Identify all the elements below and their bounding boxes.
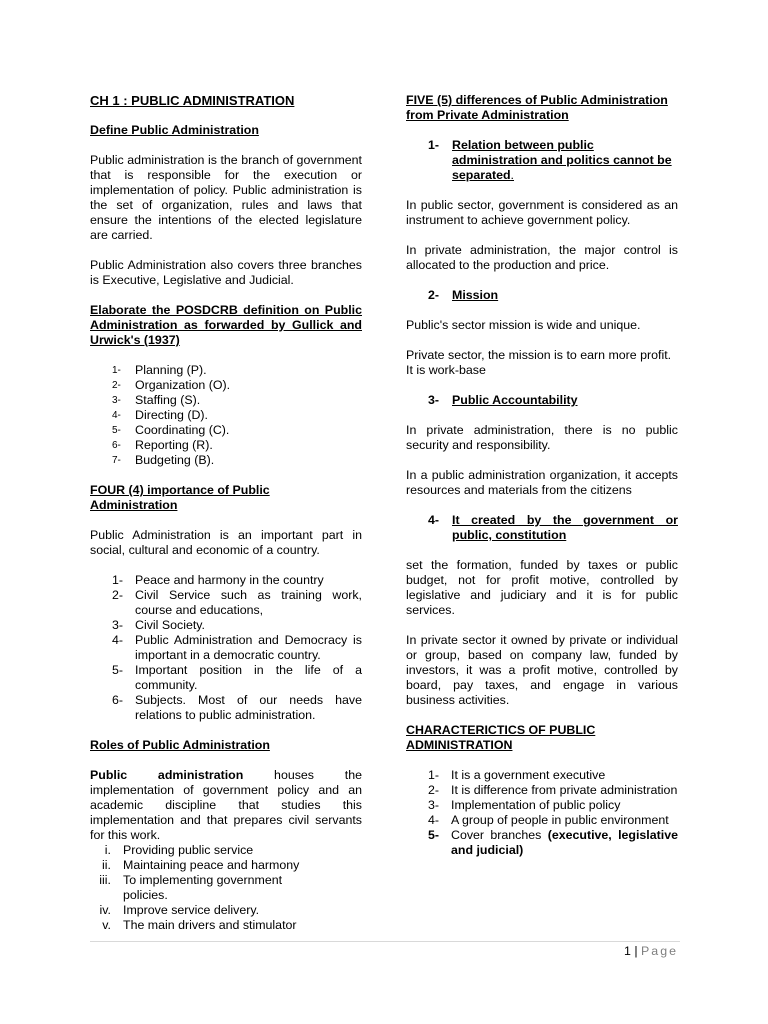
list-item: 4- Directing (D). [112, 408, 208, 422]
difference-1-heading: 1- Relation between public administration and politics cannot be separated. [428, 138, 672, 182]
list-item: 2- It is difference from private administration [428, 783, 678, 797]
difference-1-paragraph-1: In public sector, government is considered as an instrument to achieve government policy. [406, 198, 678, 227]
list-item: 4- Public Administration and Democracy is important in a democratic country. [112, 633, 362, 662]
importance-list [90, 573, 362, 723]
list-item: 1- Planning (P). [112, 363, 207, 377]
page-separator: | [634, 944, 638, 958]
list-item: 1- It is a government executive [428, 768, 606, 782]
footer-divider [90, 941, 680, 942]
difference-3-heading: 3- Public Accountability [428, 393, 578, 407]
define-heading: Define Public Administration [90, 123, 259, 137]
importance-paragraph: Public Administration is an important part in social, cultural and economic of a country. [90, 528, 362, 557]
list-item: 5- Coordinating (C). [112, 423, 230, 437]
posdcrb-list [90, 363, 362, 468]
difference-3-paragraph-2: In a public administration organization, it accepts resources and materials from the citizens [406, 468, 678, 497]
list-item: 3- Implementation of public policy [428, 798, 621, 812]
difference-2-paragraph-1: Public's sector mission is wide and unique. [406, 318, 641, 332]
left-column [90, 93, 362, 933]
difference-1-paragraph-2: In private administration, the major control is allocated to the production and price. [406, 243, 678, 272]
list-item: 1- Peace and harmony in the country [112, 573, 324, 587]
list-item: 7- Budgeting (B). [112, 453, 215, 467]
right-column [406, 93, 678, 858]
difference-2-paragraph-2: Private sector, the mission is to earn more profit. It is work-base [406, 348, 672, 377]
page-number: 1 [624, 944, 631, 958]
list-item: 3- Staffing (S). [112, 393, 201, 407]
list-item: 6- Reporting (R). [112, 438, 213, 452]
difference-4-heading: 4- It created by the government or public, constitution [428, 513, 678, 542]
list-item: iii. To implementing government policies. [99, 873, 283, 902]
define-paragraph-1: Public administration is the branch of government that is responsible for the execution or implementation of policy. Public administration is the set of organization, rules and laws that ensure the intentions of the elected legislature are carried. [90, 153, 362, 242]
posdcrb-heading: Elaborate the POSDCRB definition on Public Administration as forwarded by Gullick and Urwick's (1937) [90, 303, 362, 347]
characteristics-heading: CHARACTERICTICS OF PUBLIC ADMINISTRATION [406, 723, 596, 752]
list-item: 3- Civil Society. [112, 618, 205, 632]
roles-heading: Roles of Public Administration [90, 738, 270, 752]
list-item: 5- Important position in the life of a community. [112, 663, 362, 692]
list-item: 4- A group of people in public environment [428, 813, 669, 827]
list-item: 5- Cover branches (executive, legislative and judicial) [428, 828, 678, 857]
define-paragraph-2: Public Administration also covers three branches is Executive, Legislative and Judicial. [90, 258, 362, 287]
difference-4-paragraph-2: In private sector it owned by private or individual or group, based on company law, funded by investors, it was a profit motive, controlled by board, pay taxes, and engage in various business activities. [406, 633, 678, 707]
roles-list [90, 843, 330, 933]
page-word: Page [641, 944, 678, 958]
list-item: 6- Subjects. Most of our needs have relations to public administration. [112, 693, 362, 722]
page-footer [624, 944, 678, 959]
difference-2-heading: 2- Mission [428, 288, 499, 302]
difference-4-paragraph-1: set the formation, funded by taxes or public budget, not for profit motive, controlled by legislative and judiciary and it is for public services. [406, 558, 678, 617]
list-item: iv. Improve service delivery. [99, 903, 260, 917]
characteristics-list [406, 768, 678, 858]
differences-heading: FIVE (5) differences of Public Administration from Private Administration [406, 93, 668, 122]
list-item: i. Providing public service [104, 843, 254, 857]
list-item: 2- Civil Service such as training work, course and educations, [112, 588, 362, 617]
list-item: ii. Maintaining peace and harmony [102, 858, 300, 872]
roles-paragraph: Public administration houses the implementation of government policy and an academic discipline that studies this implementation and that prepares civil servants for this work. [90, 768, 362, 842]
importance-heading: FOUR (4) importance of Public Administration [90, 483, 270, 512]
list-item: 2- Organization (O). [112, 378, 231, 392]
difference-3-paragraph-1: In private administration, there is no public security and responsibility. [406, 423, 678, 452]
chapter-title: CH 1 : PUBLIC ADMINISTRATION [90, 93, 295, 108]
list-item: v. The main drivers and stimulator [102, 918, 297, 932]
